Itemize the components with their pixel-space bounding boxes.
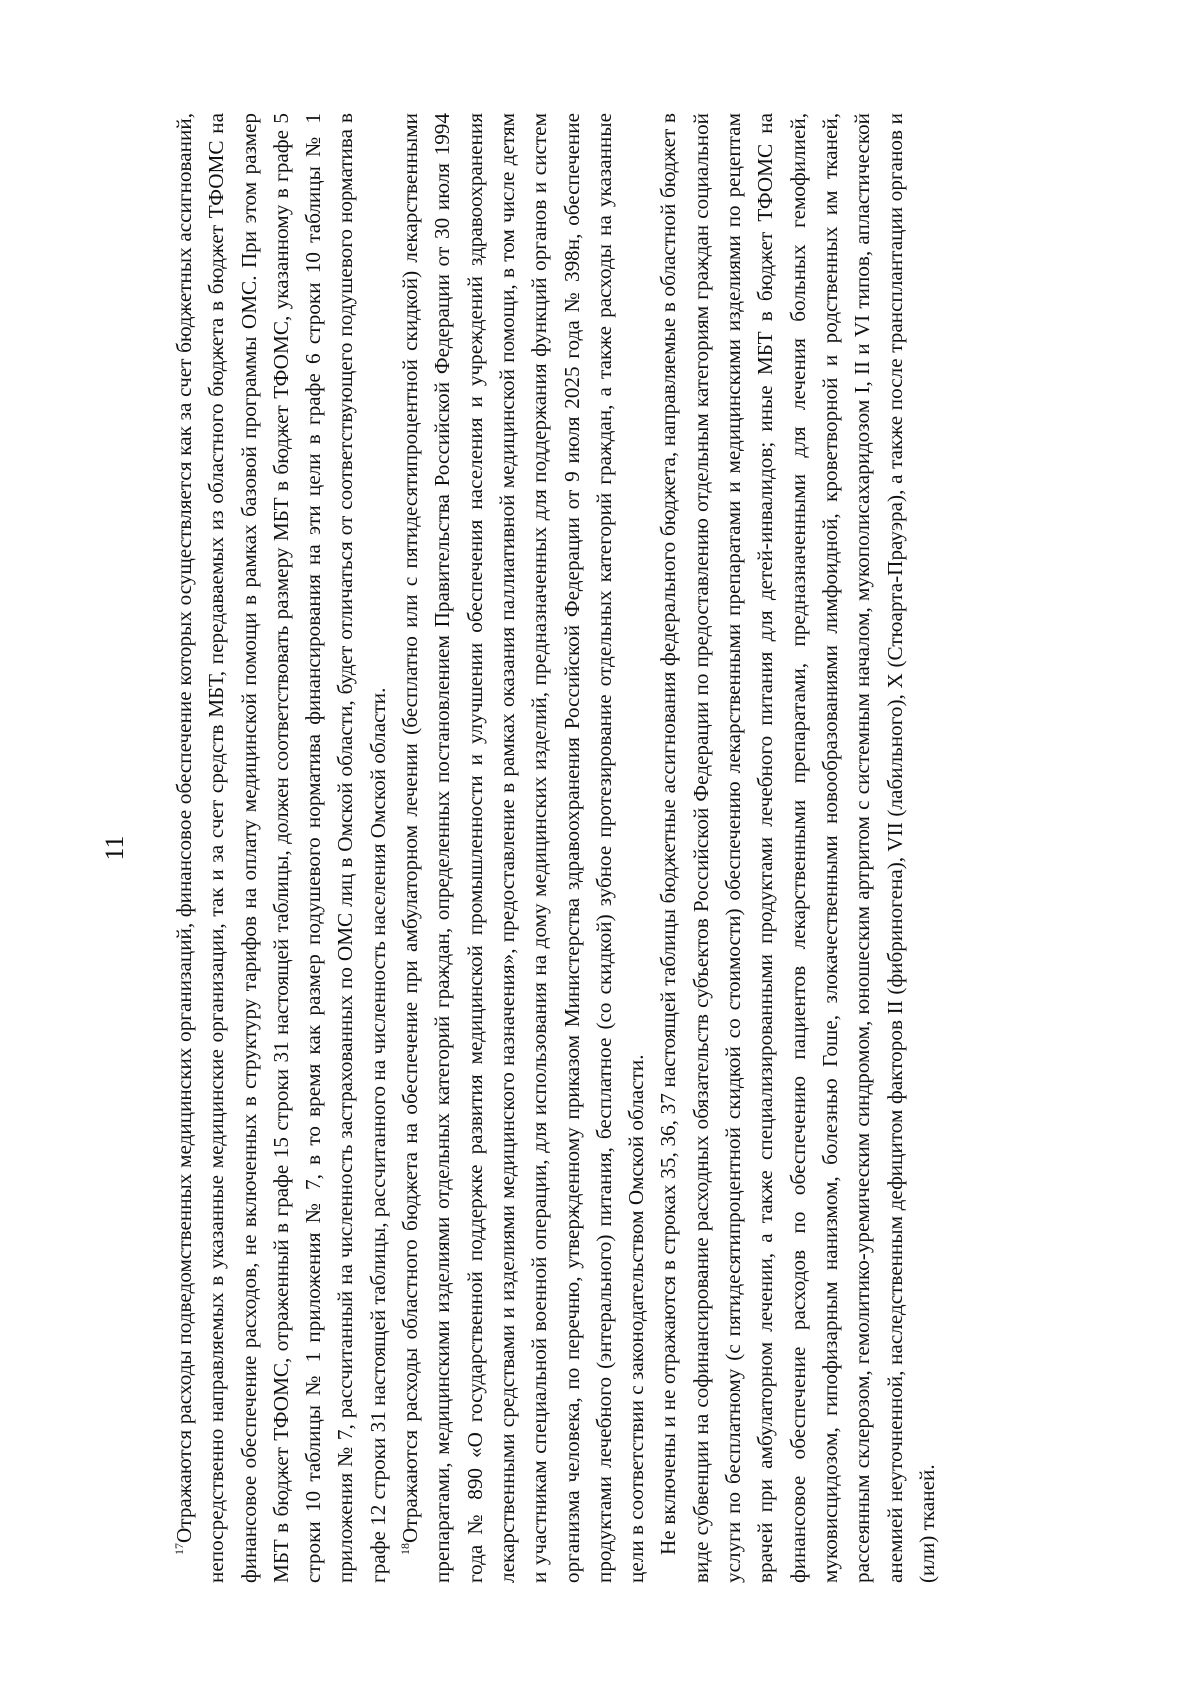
page-number: 11 xyxy=(100,835,129,861)
footnote-marker: 18 xyxy=(398,1543,413,1555)
document-body xyxy=(168,113,943,1583)
document-page xyxy=(80,63,1120,1633)
footnote-text: Отражаются расходы подведомственных медицинских организаций, финансовое обеспечение которых осуществляется как за счет бюджетных ассигнований, непосредственно направляемых в указанные медицинские организации, так и за счет средств МБТ, передаваемых из областного бюджета в бюджет ТФОМС на финансовое обеспечение расходов, не включенных в структуру тарифов на оплату медицинской помощи в рамках базовой программы ОМС. При этом размер МБТ в бюджет ТФОМС, отраженный в графе 15 строки 31 настоящей таблицы, должен соответствовать размеру МБТ в бюджет ТФОМС, указанному в графе 5 строки 10 таблицы № 1 приложения № 7, в то время как размер подушевого норматива финансирования на эти цели в графе 6 строки 10 таблицы № 1 приложения № 7, рассчитанный на численность застрахованных по ОМС лиц в Омской области, будет отличаться от соответствующего подушевого норматива в графе 12 строки 31 настоящей таблицы, рассчитанного на численность населения Омской области. xyxy=(172,113,390,1583)
body-paragraph: Не включены и не отражаются в строках 35, 36, 37 настоящей таблицы бюджетные ассигнования федерального бюджета, направляемые в областной бюджет в виде субвенции на софинансирование расходных обязательств субъектов Российской Федерации по предоставлению отдельным категориям граждан социальной услуги по бесплатному (с пятидесятипроцентной скидкой со стоимости) обеспечению лекарственными препаратами и медицинскими изделиями по рецептам врачей при амбулаторном лечении, а также специализированными продуктами лечебного питания для детей-инвалидов; иные МБТ в бюджет ТФОМС на финансовое обеспечение расходов по обеспечению пациентов лекарственными препаратами, предназначенными для лечения больных гемофилией, муковисцидозом, гипофизарным нанизмом, болезнью Гоше, злокачественными новообразованиями лимфоидной, кроветворной и родственных им тканей, рассеянным склерозом, гемолитико-уремическим синдромом, юношеским артритом с системным началом, мукополисахаридозом I, II и VI типов, апластической анемией неуточненной, наследственным дефицитом факторов II (фибриногена), VII (лабильного), X (Стюарта-Прауэра), а также после трансплантации органов и (или) тканей. xyxy=(656,113,939,1583)
footnote-17 xyxy=(168,113,394,1583)
footnote-marker: 17 xyxy=(172,1543,186,1555)
footnote-text: Отражаются расходы областного бюджета на обеспечение при амбулаторном лечении (бесплатно или с пятидесятипроцентной скидкой) лекарственными препаратами, медицинскими изделиями отдельных категорий граждан, определенных постановлением Правительства Российской Федерации от 30 июля 1994 года № 890 «О государственной поддержке развития медицинской промышленности и улучшении обеспечения населения и учреждений здравоохранения лекарственными средствами и изделиями медицинского назначения», предоставление в рамках оказания паллиативной медицинской помощи, в том числе детям и участникам специальной военной операции, для использования на дому медицинских изделий, предназначенных для поддержания функций органов и систем организма человека, по перечню, утвержденному приказом Министерства здравоохранения Российской Федерации от 9 июля 2025 года № 398н, обеспечение продуктами лечебного (энтерального) питания, бесплатное (со скидкой) зубное протезирование отдельных категорий граждан, а также расходы на указанные цели в соответствии с законодательством Омской области. xyxy=(398,113,649,1583)
footnote-18 xyxy=(394,113,652,1583)
